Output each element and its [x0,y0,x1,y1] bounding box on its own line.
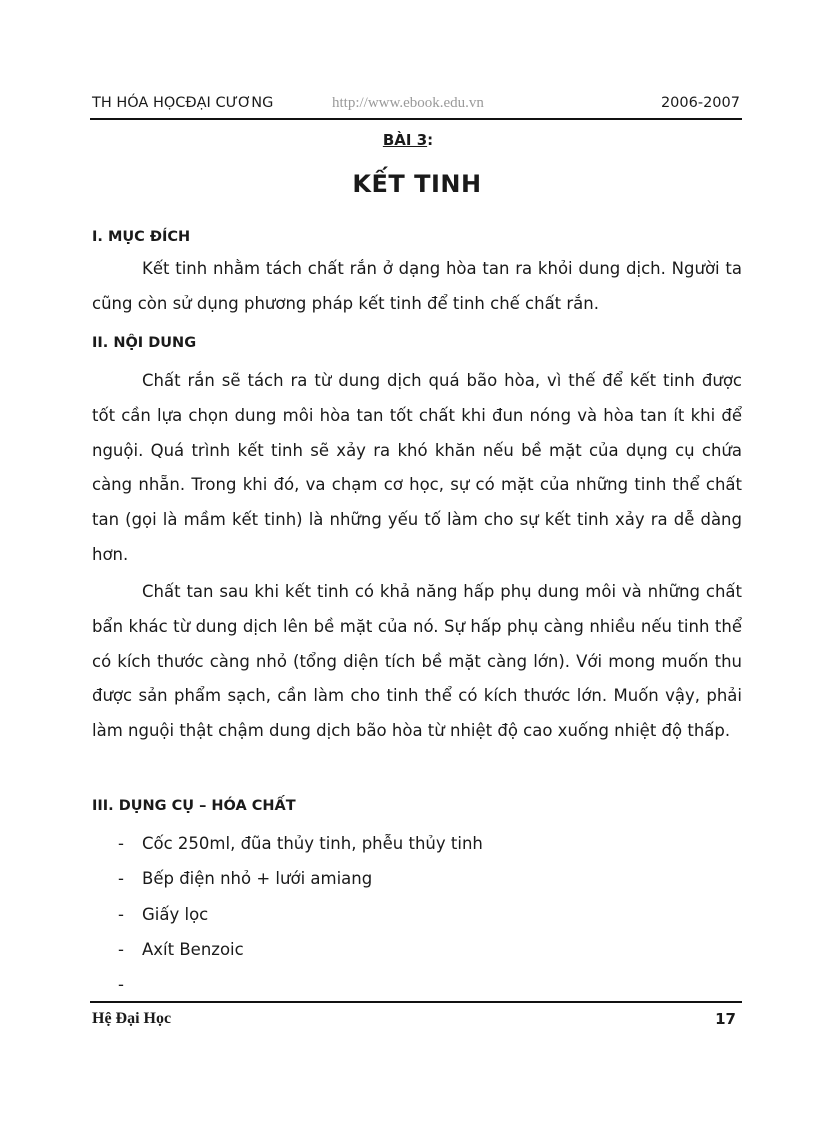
list-item: - Cốc 250ml, đũa thủy tinh, phễu thủy tinh [118,834,483,853]
paragraph-noi-dung-1: Chất rắn sẽ tách ra từ dung dịch quá bão hòa, vì thế để kết tinh được tốt cần lựa chọn dung môi hòa tan tốt chất khi đun nóng và hòa tan ít khi để nguội. Quá trình kết tinh sẽ xảy ra khó khăn nếu bề mặt của dụng cụ chứa càng nhẵn. Trong khi đó, va chạm cơ học, sự có mặt của những tinh thể chất tan (gọi là mầm kết tinh) là những yếu tố làm cho sự kết tinh xảy ra dễ dàng hơn. [92,371,742,564]
header-rule [90,118,742,120]
paragraph-muc-dich: Kết tinh nhằm tách chất rắn ở dạng hòa tan ra khỏi dung dịch. Người ta cũng còn sử dụng phương pháp kết tinh để tinh chế chất rắn. [92,259,742,313]
page-header [92,95,740,115]
page-title: KẾT TINH [352,170,482,198]
lesson-label: BÀI 3: [382,131,434,149]
list-item: - [118,975,124,995]
page-number: 17 [715,1010,736,1028]
equipment-list [92,826,483,1002]
section-heading-dung-cu: III. DỤNG CỤ – HÓA CHẤT [92,798,296,814]
footer-rule [90,1001,742,1003]
list-item: - Bếp điện nhỏ + lưới amiang [118,869,373,889]
paragraph-noi-dung-2: Chất tan sau khi kết tinh có khả năng hấp phụ dung môi và những chất bẩn khác từ dung dịch lên bề mặt của nó. Sự hấp phụ càng nhiều nếu tinh thể có kích thước càng nhỏ (tổng diện tích bề mặt càng lớn). Với mong muốn thu được sản phẩm sạch, cần làm cho tinh thể có kích thước lớn. Muốn vậy, phải làm nguội thật chậm dung dịch bão hòa từ nhiệt độ cao xuống nhiệt độ thấp. [92,582,742,741]
section-heading-muc-dich: I. MỤC ĐÍCH [92,229,191,245]
header-url: http://www.ebook.edu.vn [332,95,484,111]
list-item: - Giấy lọc [118,904,209,924]
footer-program: Hệ Đại Học [92,1010,172,1027]
section-heading-noi-dung: II. NỘI DUNG [92,335,197,351]
header-year: 2006-2007 [660,95,740,111]
header-course: TH HÓA HỌCĐẠI CƯƠNG [92,95,274,111]
list-item: - Axít Benzoic [118,939,244,959]
